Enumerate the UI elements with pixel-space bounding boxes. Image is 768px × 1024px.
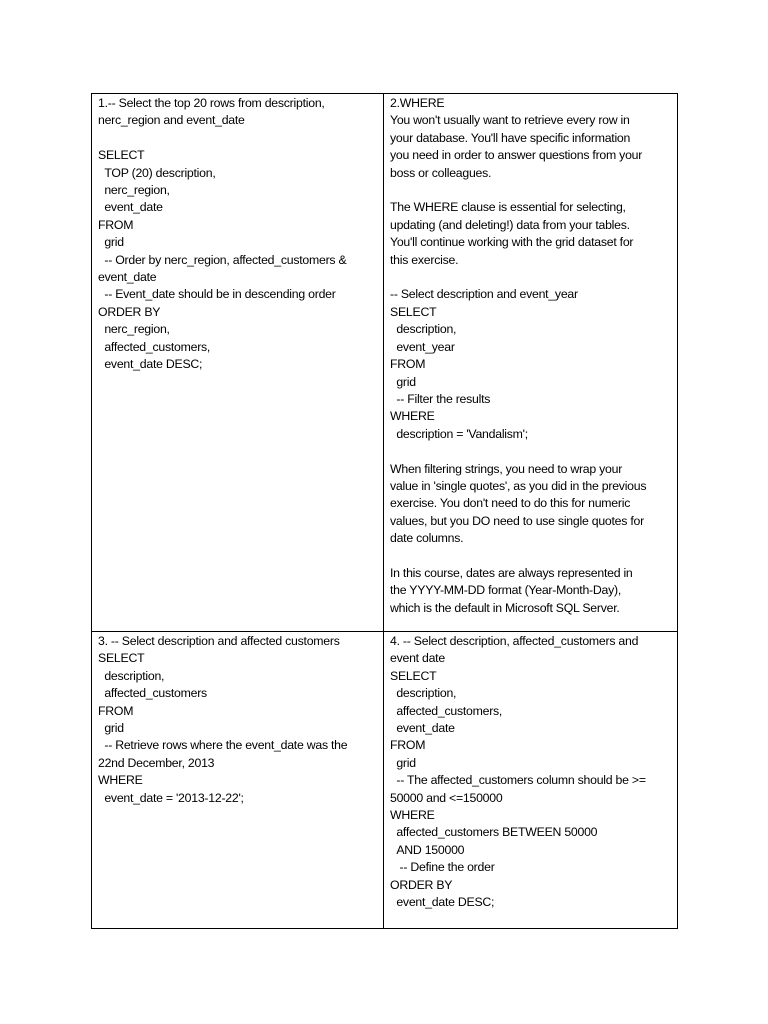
table-cell-exercise-1	[92, 94, 384, 632]
table-cell-exercise-2	[384, 94, 677, 632]
cell-text-exercise-3: 3. -- Select description and affected customers SELECT description, affected_customers FROM grid -- Retrieve rows where the event_date was the 22nd December, 2013 WHERE event_date = '2013-12-22';	[98, 634, 348, 805]
cell-text-exercise-2: 2.WHERE You won't usually want to retrieve every row in your database. You'll have specific information you need in order to answer questions from your boss or colleagues. The WHERE clause is essential for selecting, updating (and deleting!) data from your tables. You'll continue working with the grid dataset for this exercise. -- Select description and event_year SELECT description, event_year FROM grid -- Filter the results WHERE description = 'Vandalism'; When filtering strings, you need to wrap your value in 'single quotes', as you did in the previous exercise. You don't need to do this for numeric values, but you DO need to use single quotes for date columns. In this course, dates are always represented in the YYYY-MM-DD format (Year-Month-Day), which is the default in Microsoft SQL Server.	[390, 96, 647, 615]
cell-text-exercise-1: 1.-- Select the top 20 rows from description, nerc_region and event_date SELECT TOP (20) description, nerc_region, event_date FROM grid -- Order by nerc_region, affected_customers & event_date -- Event_date should be in descending order ORDER BY nerc_region, affected_customers, event_date DESC;	[98, 96, 347, 372]
table-cell-exercise-3	[92, 632, 384, 928]
cell-text-exercise-4: 4. -- Select description, affected_customers and event date SELECT description, affected_customers, event_date FROM grid -- The affected_customers column should be >= 50000 and <=150000 WHERE affected_customers BETWEEN 50000 AND 150000 -- Define the order ORDER BY event_date DESC;	[390, 634, 646, 910]
exercise-table	[91, 93, 678, 929]
table-cell-exercise-4	[384, 632, 677, 928]
